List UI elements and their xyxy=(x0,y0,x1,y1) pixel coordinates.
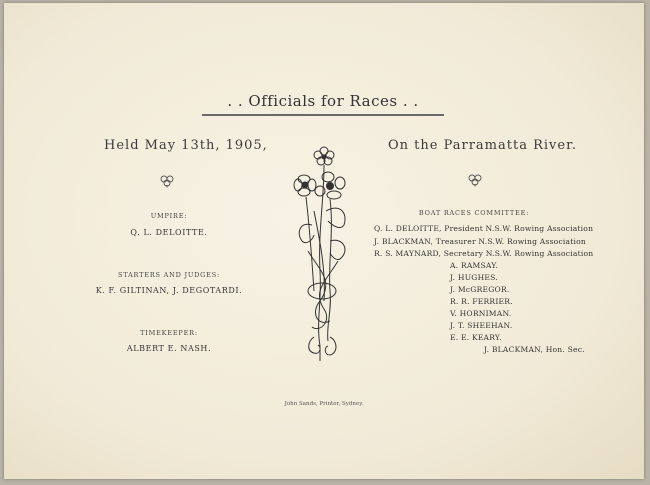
floral-ornament-icon xyxy=(290,141,356,363)
title-underline xyxy=(202,114,444,116)
committee-label: BOAT RACES COMMITTEE: xyxy=(418,209,530,217)
page-title: . . Officials for Races . . xyxy=(227,92,419,110)
timekeeper-label: TIMEKEEPER: xyxy=(140,329,198,337)
committee-member: R. R. FERRIER. xyxy=(450,297,513,306)
title-block xyxy=(202,92,444,110)
location-heading: On the Parramatta River. xyxy=(388,138,577,153)
printer-credit: John Sands, Printer, Sydney. xyxy=(284,401,364,407)
committee-member: J. BLACKMAN, Treasurer N.S.W. Rowing Association xyxy=(374,237,586,246)
starters-label: STARTERS AND JUDGES: xyxy=(118,271,220,279)
committee-member: V. HORNIMAN. xyxy=(450,309,512,318)
starters-names: K. F. GILTINAN, J. DEGOTARDI. xyxy=(95,286,243,295)
committee-member: A. RAMSAY. xyxy=(450,261,499,270)
committee-member: J. McGREGOR. xyxy=(450,285,510,294)
committee-member: R. S. MAYNARD, Secretary N.S.W. Rowing Association xyxy=(374,249,594,258)
committee-member: J. HUGHES. xyxy=(450,273,498,282)
timekeeper-name: ALBERT E. NASH. xyxy=(126,344,212,353)
clover-icon xyxy=(467,173,483,187)
program-page xyxy=(4,3,644,479)
date-heading: Held May 13th, 1905, xyxy=(104,138,268,153)
umpire-name: Q. L. DELOITTE. xyxy=(130,228,208,237)
clover-icon xyxy=(159,174,175,188)
committee-member: Q. L. DELOITTE, President N.S.W. Rowing Association xyxy=(374,224,594,233)
committee-member: J. BLACKMAN, Hon. Sec. xyxy=(484,345,585,354)
umpire-label: UMPIRE: xyxy=(150,212,188,220)
committee-member: E. E. KEARY. xyxy=(450,333,502,342)
committee-member: J. T. SHEEHAN. xyxy=(450,321,513,330)
